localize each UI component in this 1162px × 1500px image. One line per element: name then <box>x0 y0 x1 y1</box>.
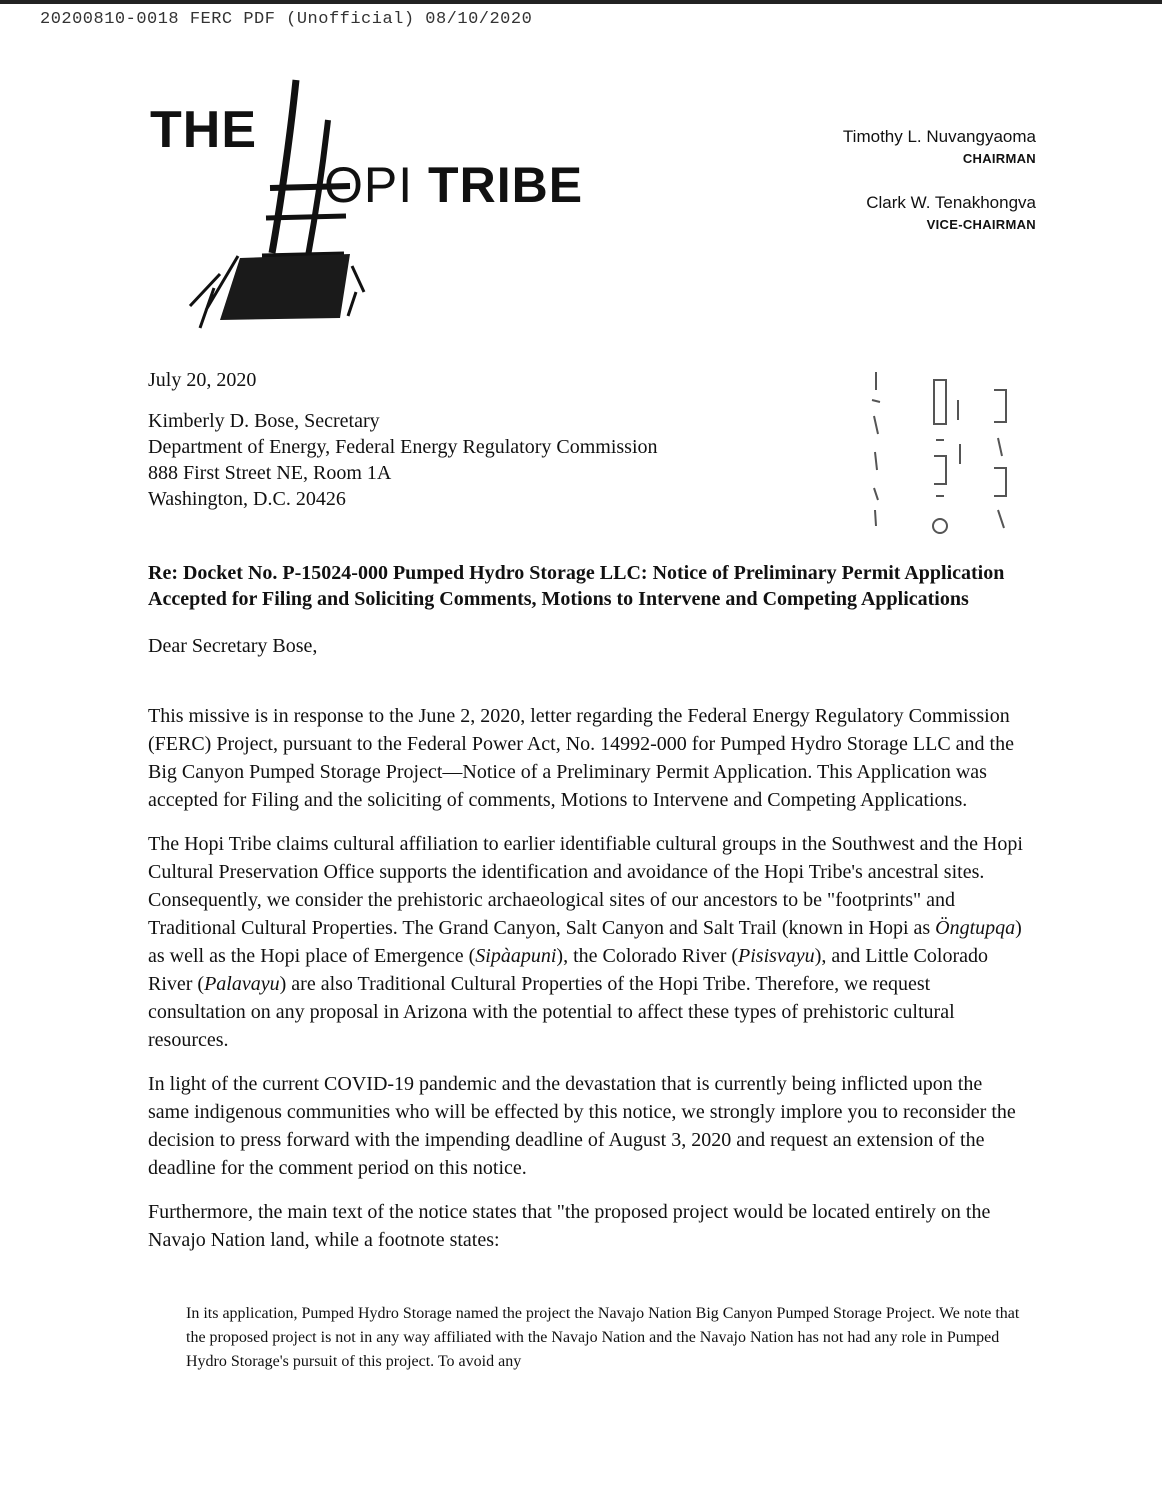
subject-line: Re: Docket No. P-15024-000 Pumped Hydro Storage LLC: Notice of Preliminary Permit Application Accepted for Filing and Soliciting Comments, Motions to Intervene and Competing Applications <box>148 562 1005 610</box>
paragraph-navajo-land: Furthermore, the main text of the notice states that "the proposed project would be located entirely on the Navajo Nation land, while a footnote states: <box>148 1201 991 1251</box>
address-line: Kimberly D. Bose, Secretary <box>148 410 380 432</box>
logo-tribe-word: TRIBE <box>428 157 584 213</box>
recipient-address <box>148 408 1028 512</box>
hopi-tribe-logo <box>150 78 610 338</box>
officers-block <box>843 126 1036 258</box>
hopi-term: Palavayu <box>204 973 280 995</box>
text-run: ) are also Traditional Cultural Properties of the Hopi Tribe. Therefore, we request consultation on any proposal in Arizona with the potential to affect these types of prehistoric cultural resources. <box>148 973 955 1051</box>
paragraph-covid-extension: In light of the current COVID-19 pandemic and the devastation that is currently being inflicted upon the same indigenous communities who will be effected by this notice, we strongly implore you to reconsider the decision to press forward with the impending deadline of August 3, 2020 and request an extension of the deadline for the comment period on this notice. <box>148 1073 1016 1179</box>
paragraph-response: This missive is in response to the June 2, 2020, letter regarding the Federal Energy Regulatory Commission (FERC) Project, pursuant to the Federal Power Act, No. 14992-000 for Pumped Hydro Storage LLC and the Big Canyon Pumped Storage Project—Notice of a Preliminary Permit Application. This Application was accepted for Filing and the soliciting of comments, Motions to Intervene and Competing Applications. <box>148 705 1014 811</box>
text-run: The Hopi Tribe claims cultural affiliation to earlier identifiable cultural groups in the Southwest and the Hopi Cultural Preservation Office supports the identification and avoidance of the Hopi Tribe's ancestral sites. Consequently, we consider the prehistoric archaeological sites of our ancestors to be "footprints" and Traditional Cultural Properties. The Grand Canyon, Salt Canyon and Salt Trail (known in Hopi as <box>148 833 1023 939</box>
text-run: ), the Colorado River ( <box>556 945 739 967</box>
paragraph-cultural-affiliation <box>148 830 1028 1054</box>
hopi-term: Sipàapuni <box>475 945 557 967</box>
text-run: ), and Little Colorado River ( <box>148 945 988 995</box>
filing-stamp: 20200810-0018 FERC PDF (Unofficial) 08/10/2020 <box>40 10 533 29</box>
officer-chairman <box>843 126 1036 170</box>
officer-name: Clark W. Tenakhongva <box>866 193 1036 212</box>
officer-name: Timothy L. Nuvangyaoma <box>842 127 1036 146</box>
hopi-term: Öngtupqa <box>935 917 1016 939</box>
address-line: Washington, D.C. 20426 <box>148 488 346 510</box>
officer-title: CHAIRMAN <box>962 151 1036 166</box>
address-line: Department of Energy, Federal Energy Regulatory Commission <box>148 436 658 458</box>
text-run: ) as well as the Hopi place of Emergence ( <box>148 917 1022 967</box>
salutation: Dear Secretary Bose, <box>148 635 318 657</box>
hopi-term: Pisisvayu <box>738 945 815 967</box>
letter-body <box>148 702 1028 1270</box>
address-line: 888 First Street NE, Room 1A <box>148 462 392 484</box>
logo-opi-tribe <box>324 156 583 214</box>
officer-vice-chairman <box>843 192 1036 236</box>
logo-opi: OPI <box>324 157 414 213</box>
letter-date: July 20, 2020 <box>148 369 257 391</box>
top-border-line <box>0 0 1162 4</box>
officer-title: VICE-CHAIRMAN <box>926 217 1036 232</box>
footnote-quote: In its application, Pumped Hydro Storage named the project the Navajo Nation Big Canyon Pumped Storage Project. We note that the proposed project is not in any way affiliated with the Navajo Nation and the Navajo Nation has not had any role in Pumped Hydro Storage's pursuit of this project. To avoid any <box>186 1305 1020 1370</box>
logo-the: THE <box>150 101 257 159</box>
